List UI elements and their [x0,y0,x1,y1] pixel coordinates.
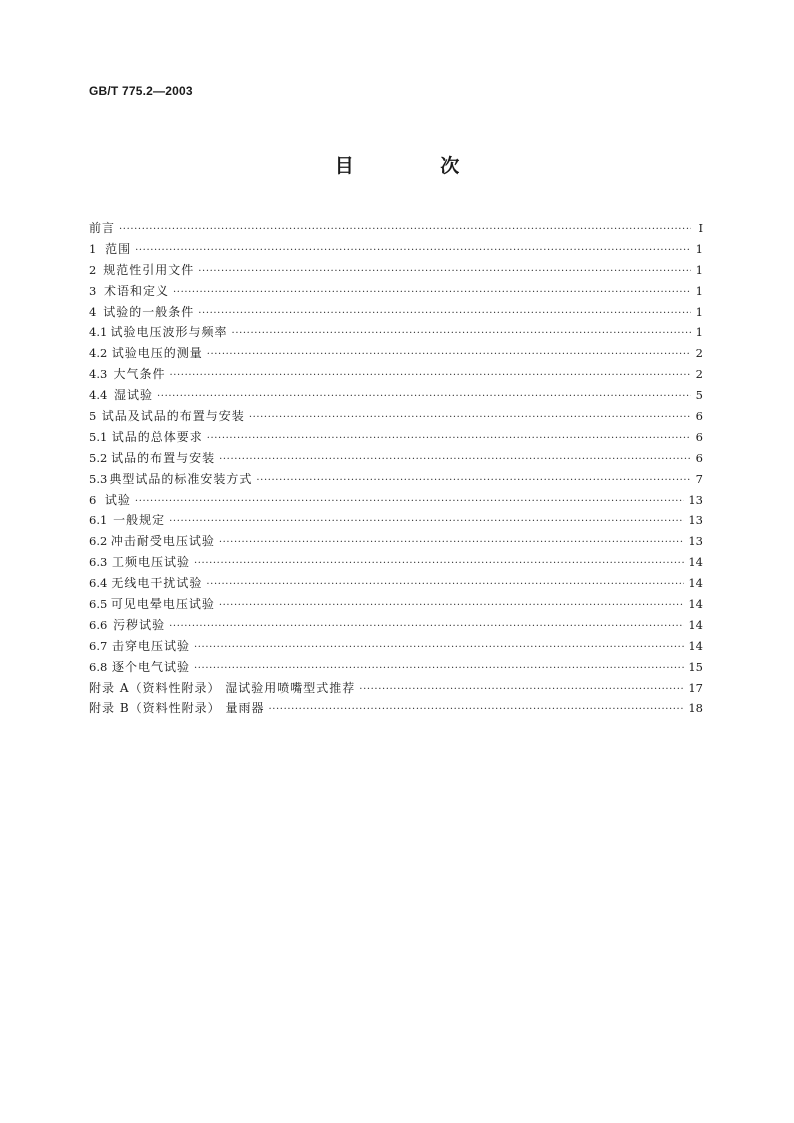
toc-entry-page: 7 [695,471,703,486]
toc-entry-page: 1 [695,325,703,340]
toc-entry-number: 6.6 [89,617,108,632]
toc-entry-number: 6.3 [89,555,108,570]
toc-entry-number: 5.1 [89,429,108,444]
toc-entry-number: 6.5 [89,597,108,612]
toc-dot-leader [157,387,691,408]
toc-entry[interactable] [89,615,703,636]
toc-entry-page: 13 [688,534,703,549]
table-of-contents [89,218,703,719]
toc-entry-label: 附录 B（资料性附录） 量雨器 [89,701,265,716]
toc-entry-label: 无线电干扰试验 [111,576,203,591]
toc-entry-page: 5 [695,388,703,403]
toc-entry-page: 15 [688,659,703,674]
toc-entry[interactable] [89,218,703,239]
toc-entry-label: 污秽试验 [113,617,166,632]
toc-entry[interactable] [89,469,703,490]
toc-entry[interactable] [89,427,703,448]
toc-entry-number: 4 [89,304,97,319]
toc-entry[interactable] [89,302,703,323]
toc-entry[interactable] [89,260,703,281]
toc-entry-number: 6.4 [89,576,108,591]
toc-entry-page: 14 [688,597,703,612]
toc-entry-number: 2 [89,262,97,277]
toc-dot-leader [119,220,691,241]
toc-dot-leader [206,575,684,596]
toc-entry-number: 4.2 [89,346,108,361]
toc-dot-leader [198,304,691,325]
toc-entry-label: 试品的布置与安装 [111,450,216,465]
toc-entry[interactable] [89,239,703,260]
toc-entry-number: 4.3 [89,367,108,382]
toc-dot-leader [169,512,684,533]
toc-entry-label: 试验电压的测量 [111,346,203,361]
toc-entry-label: 试验电压波形与频率 [110,325,228,340]
toc-entry-page: 2 [695,367,703,382]
toc-entry[interactable] [89,510,703,531]
toc-dot-leader [194,659,684,680]
toc-dot-leader [219,533,685,554]
toc-entry-page: 6 [695,450,703,465]
standard-number-header: GB/T 775.2—2003 [89,84,193,98]
toc-entry-page: 1 [695,304,703,319]
toc-entry-page: 1 [695,262,703,277]
toc-entry-number: 4.4 [89,388,108,403]
toc-entry-page: I [698,221,703,235]
toc-entry-label: 试验 [104,492,131,507]
toc-entry-label: 试验的一般条件 [103,304,195,319]
toc-dot-leader [359,680,684,701]
toc-entry-page: 2 [695,346,703,361]
toc-entry-page: 18 [688,701,703,716]
toc-entry-label: 击穿电压试验 [111,638,190,653]
toc-dot-leader [169,617,684,638]
toc-dot-leader [169,366,691,387]
toc-entry-number: 5.2 [89,450,108,465]
toc-entry-number: 5.3 [89,471,108,486]
toc-dot-leader [198,262,691,283]
toc-entry[interactable] [89,281,703,302]
toc-dot-leader [135,241,691,262]
toc-entry-label: 湿试验 [114,388,154,403]
toc-entry-label: 试品的总体要求 [111,429,203,444]
toc-entry-label: 前言 [89,221,116,235]
toc-entry[interactable] [89,636,703,657]
toc-entry-page: 17 [688,680,703,695]
toc-entry-number: 6.2 [89,534,108,549]
toc-entry[interactable] [89,678,703,699]
toc-dot-leader [219,596,685,617]
toc-entry-label: 附录 A（资料性附录） 湿试验用喷嘴型式推荐 [89,680,356,695]
toc-entry-number: 6.1 [89,513,108,528]
toc-dot-leader [207,345,691,366]
toc-dot-leader [194,554,684,575]
toc-dot-leader [194,638,684,659]
toc-entry-page: 1 [695,241,703,256]
toc-entry-label: 试品及试品的布置与安装 [101,409,245,424]
toc-entry[interactable] [89,364,703,385]
toc-entry[interactable] [89,552,703,573]
toc-entry-number: 5 [89,409,97,424]
toc-entry-page: 14 [688,617,703,632]
toc-entry[interactable] [89,406,703,427]
toc-entry[interactable] [89,322,703,343]
toc-entry-label: 冲击耐受电压试验 [110,534,215,549]
toc-entry-page: 13 [688,492,703,507]
toc-entry-page: 14 [688,555,703,570]
toc-dot-leader [219,450,691,471]
toc-dot-leader [207,429,691,450]
toc-entry-page: 6 [695,429,703,444]
toc-entry-page: 1 [695,283,703,298]
toc-entry-number: 3 [89,283,97,298]
page-title: 目 次 [334,155,500,177]
toc-entry[interactable] [89,594,703,615]
toc-entry-number: 4.1 [89,325,108,340]
toc-entry[interactable] [89,343,703,364]
toc-entry[interactable] [89,448,703,469]
toc-entry-label: 典型试品的标准安装方式 [109,471,253,486]
toc-entry-page: 14 [688,638,703,653]
toc-entry-label: 一般规定 [113,513,166,528]
toc-entry-page: 13 [688,513,703,528]
toc-entry-number: 6.8 [89,659,108,674]
toc-entry[interactable] [89,490,703,511]
toc-dot-leader [268,700,684,721]
toc-dot-leader [135,492,684,513]
toc-entry[interactable] [89,531,703,552]
toc-entry-page: 14 [688,576,703,591]
toc-entry-label: 工频电压试验 [111,555,190,570]
toc-dot-leader [232,324,691,345]
toc-dot-leader [173,283,691,304]
toc-entry-number: 6.7 [89,638,108,653]
toc-entry-label: 规范性引用文件 [103,262,195,277]
toc-entry-label: 大气条件 [113,367,166,382]
toc-dot-leader [256,471,691,492]
toc-entry-label: 逐个电气试验 [111,659,190,674]
toc-entry-label: 可见电晕电压试验 [110,597,215,612]
toc-entry[interactable] [89,385,703,406]
toc-entry-page: 6 [695,409,703,424]
toc-entry[interactable] [89,657,703,678]
toc-entry-number: 6 [89,492,97,507]
toc-entry-label: 术语和定义 [104,283,170,298]
toc-entry[interactable] [89,698,703,719]
toc-entry-number: 1 [89,241,97,256]
toc-entry-label: 范围 [105,241,132,256]
toc-dot-leader [249,408,691,429]
toc-entry[interactable] [89,573,703,594]
